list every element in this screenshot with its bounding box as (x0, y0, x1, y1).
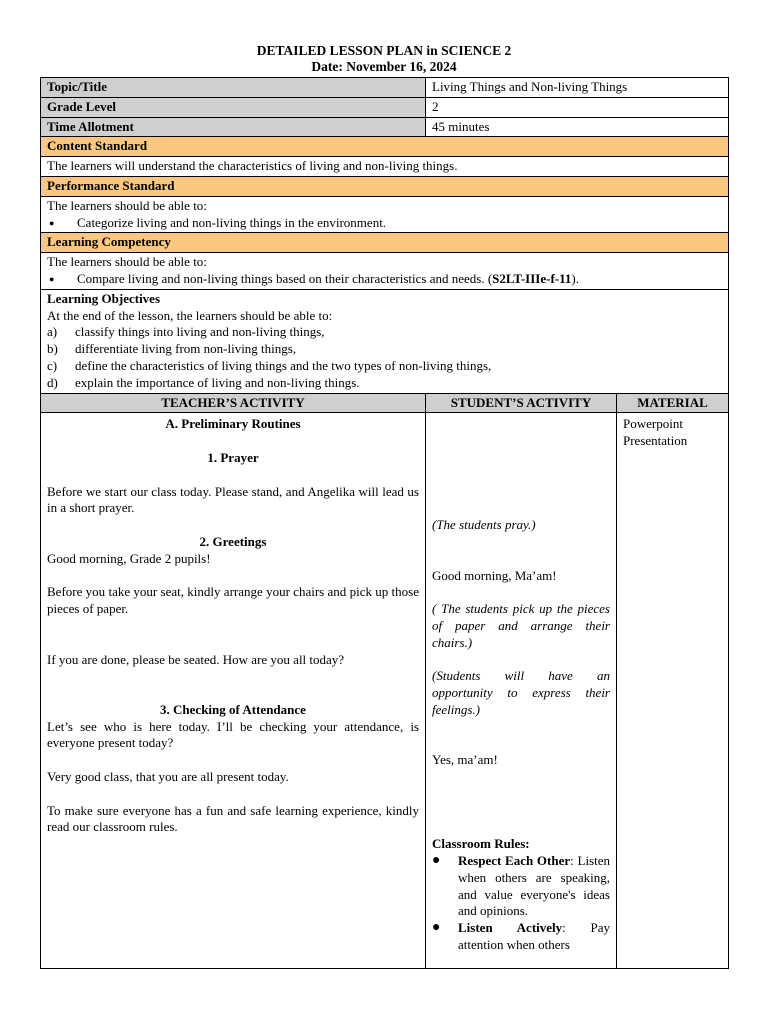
list-text: classify things into living and non-living things, (75, 324, 325, 340)
list-text: differentiate living from non-living things, (75, 341, 297, 357)
material-column-header: MATERIAL (617, 393, 729, 413)
attendance-text: Let’s see who is here today. I’ll be checking your attendance, is everyone present today? (47, 718, 419, 751)
learning-competency-header (41, 233, 729, 253)
seat-text: Before you take your seat, kindly arrange your chairs and pick up those pieces of paper. (47, 584, 419, 617)
student-activity-cell (426, 413, 617, 969)
content-standard-header (41, 137, 729, 157)
list-item: ● Respect Each Other: Listen when others are speaking, and value everyone's ideas and opinions. (432, 853, 610, 919)
bullet-icon: ● (49, 217, 55, 228)
teacher-activity-cell (41, 413, 426, 969)
present-text: Very good class, that you are all present today. (47, 769, 289, 785)
info-row-topic (41, 78, 729, 98)
list-marker: d) (47, 374, 58, 390)
teacher-column-header: TEACHER’S ACTIVITY (41, 393, 426, 413)
student-pray: (The students pray.) (432, 517, 536, 533)
section-label: Performance Standard (41, 176, 729, 196)
bullet-text: Compare living and non-living things based on their characteristics and needs. ( (77, 270, 493, 286)
material-cell (617, 413, 729, 969)
section-intro: The learners should be able to: (47, 197, 207, 213)
competency-code: S2LT-IIIe-f-11 (492, 270, 572, 286)
rule-text: Listen when others are speaking, and value everyone's ideas and opinions. (458, 853, 610, 919)
rule-title: Respect Each Other (458, 853, 571, 869)
content-standard-body (41, 157, 729, 177)
activity-body-row (41, 413, 729, 969)
bullet-icon: ● (432, 920, 441, 936)
student-column-header: STUDENT’S ACTIVITY (426, 393, 617, 413)
rule-title: Listen Actively (458, 920, 563, 936)
list-text: explain the importance of living and non-living things. (75, 374, 360, 390)
material-text: Powerpoint Presentation (623, 416, 688, 449)
student-greet: Good morning, Ma’am! (432, 567, 557, 583)
student-pickup: ( The students pick up the pieces of paper and arrange their chairs.) (432, 601, 610, 650)
list-marker: c) (47, 357, 58, 373)
list-item (47, 375, 722, 392)
bullet-end: ). (571, 270, 579, 286)
objectives-body (41, 289, 729, 393)
section-heading: A. Preliminary Routines (165, 416, 301, 432)
attendance-heading: 3. Checking of Attendance (160, 701, 306, 717)
prayer-heading: 1. Prayer (207, 449, 259, 465)
info-label: Topic/Title (41, 78, 426, 98)
bullet-icon: ● (49, 273, 55, 284)
info-row-time (41, 117, 729, 137)
section-label: Learning Objectives (47, 290, 161, 306)
greetings-heading: 2. Greetings (199, 533, 267, 549)
rules-text: To make sure everyone has a fun and safe learning experience, kindly read our classroom rules. (47, 802, 419, 835)
section-label: Learning Competency (41, 233, 729, 253)
student-yes: Yes, ma’am! (432, 752, 498, 768)
section-intro: At the end of the lesson, the learners should be able to: (47, 307, 333, 323)
info-value: 2 (426, 97, 729, 117)
list-item (47, 324, 722, 341)
learning-competency-body (41, 253, 729, 290)
activity-header-row (41, 393, 729, 413)
done-text: If you are done, please be seated. How are you all today? (47, 651, 345, 667)
page-title (0, 43, 768, 75)
info-value: 45 minutes (426, 117, 729, 137)
info-label: Time Allotment (41, 117, 426, 137)
section-intro: The learners should be able to: (47, 254, 207, 270)
list-item (47, 215, 722, 232)
lesson-plan-table (40, 77, 729, 969)
list-item: ● Listen Actively: Pay attention when others (432, 920, 610, 953)
bullet-text: Categorize living and non-living things in the environment. (77, 214, 387, 230)
rule-text: Pay attention when others (458, 920, 610, 953)
document-title: DETAILED LESSON PLAN in SCIENCE 2 (256, 43, 512, 58)
list-item (47, 358, 722, 375)
section-text: The learners will understand the characteristics of living and non-living things. (41, 157, 729, 177)
prayer-text: Before we start our class today. Please stand, and Angelika will lead us in a short prayer. (47, 483, 419, 516)
info-label: Grade Level (41, 97, 426, 117)
bullet-icon: ● (432, 853, 441, 869)
performance-standard-body (41, 196, 729, 233)
rules-heading: Classroom Rules: (432, 836, 530, 852)
list-item (47, 271, 722, 288)
document-date: Date: November 16, 2024 (311, 59, 457, 74)
section-label: Content Standard (41, 137, 729, 157)
info-value: Living Things and Non-living Things (426, 78, 729, 98)
greetings-text: Good morning, Grade 2 pupils! (47, 550, 211, 566)
list-marker: a) (47, 324, 58, 340)
performance-standard-header (41, 176, 729, 196)
list-text: define the characteristics of living things and the two types of non-living things, (75, 357, 492, 373)
list-item (47, 341, 722, 358)
student-feelings: (Students will have an opportunity to express their feelings.) (432, 668, 610, 717)
list-marker: b) (47, 341, 58, 357)
info-row-grade (41, 97, 729, 117)
